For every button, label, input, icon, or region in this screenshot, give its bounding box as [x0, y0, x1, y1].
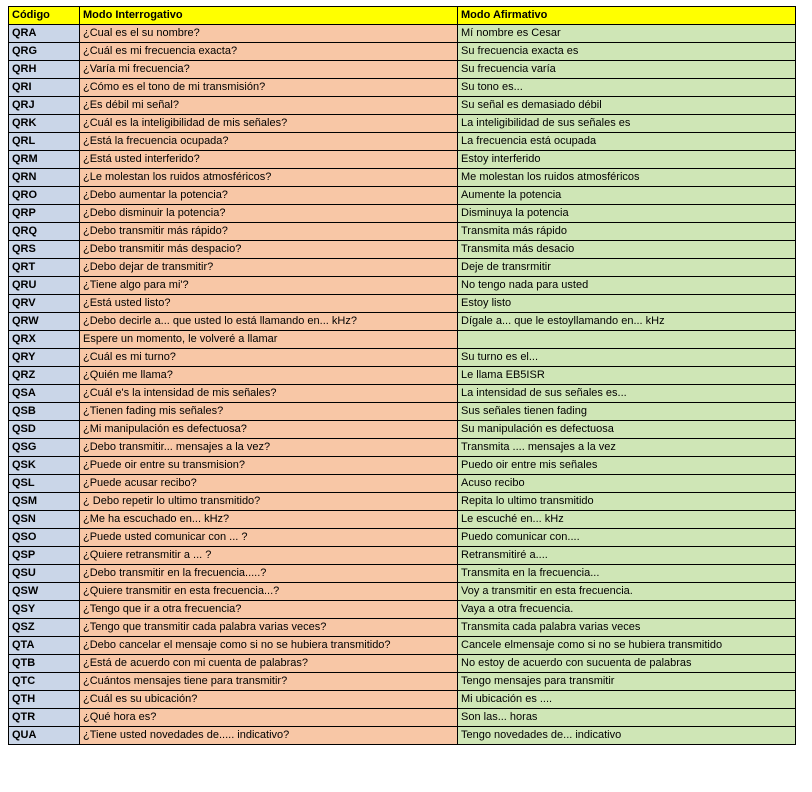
table-row: [9, 151, 796, 169]
affirmative-cell: Mí nombre es Cesar: [458, 25, 796, 43]
interrogative-cell: ¿Quiere retransmitir a ... ?: [80, 547, 458, 565]
affirmative-cell: Deje de transrmitir: [458, 259, 796, 277]
table-row: [9, 655, 796, 673]
table-row: [9, 241, 796, 259]
code-cell: QSB: [9, 403, 80, 421]
table-row: [9, 43, 796, 61]
interrogative-cell: ¿Debo decirle a... que usted lo está llamando en... kHz?: [80, 313, 458, 331]
interrogative-cell: ¿Puede oir entre su transmision?: [80, 457, 458, 475]
interrogative-cell: ¿Puede usted comunicar con ... ?: [80, 529, 458, 547]
table-row: [9, 313, 796, 331]
interrogative-cell: ¿Le molestan los ruidos atmosféricos?: [80, 169, 458, 187]
code-cell: QUA: [9, 727, 80, 745]
table-row: [9, 205, 796, 223]
code-cell: QRX: [9, 331, 80, 349]
affirmative-cell: La inteligibilidad de sus señales es: [458, 115, 796, 133]
table-row: [9, 277, 796, 295]
affirmative-cell: Transmita más desacio: [458, 241, 796, 259]
code-cell: QSN: [9, 511, 80, 529]
code-cell: QTB: [9, 655, 80, 673]
affirmative-cell: Le escuché en... kHz: [458, 511, 796, 529]
code-cell: QSD: [9, 421, 80, 439]
affirmative-cell: Me molestan los ruidos atmosféricos: [458, 169, 796, 187]
interrogative-cell: ¿Cuántos mensajes tiene para transmitir?: [80, 673, 458, 691]
affirmative-cell: Transmita .... mensajes a la vez: [458, 439, 796, 457]
code-cell: QRG: [9, 43, 80, 61]
code-cell: QRO: [9, 187, 80, 205]
interrogative-cell: ¿Cuál e's la intensidad de mis señales?: [80, 385, 458, 403]
table-row: [9, 511, 796, 529]
affirmative-cell: Acuso recibo: [458, 475, 796, 493]
code-cell: QTR: [9, 709, 80, 727]
interrogative-cell: ¿Tengo que transmitir cada palabra varias veces?: [80, 619, 458, 637]
code-cell: QRY: [9, 349, 80, 367]
affirmative-cell: La frecuencia está ocupada: [458, 133, 796, 151]
interrogative-cell: ¿Quiere transmitir en esta frecuencia...?: [80, 583, 458, 601]
interrogative-cell: ¿Tiene usted novedades de..... indicativo?: [80, 727, 458, 745]
interrogative-cell: ¿Está usted interferido?: [80, 151, 458, 169]
interrogative-cell: ¿Me ha escuchado en... kHz?: [80, 511, 458, 529]
table-row: [9, 295, 796, 313]
table-row: [9, 709, 796, 727]
interrogative-cell: ¿Debo aumentar la potencia?: [80, 187, 458, 205]
header-affirmative: Modo Afirmativo: [458, 7, 796, 25]
table-row: [9, 115, 796, 133]
table-row: [9, 97, 796, 115]
interrogative-cell: ¿Debo transmitir más rápido?: [80, 223, 458, 241]
interrogative-cell: ¿Quién me llama?: [80, 367, 458, 385]
affirmative-cell: Aumente la potencia: [458, 187, 796, 205]
affirmative-cell: Estoy interferido: [458, 151, 796, 169]
table-body: [9, 25, 796, 745]
affirmative-cell: Cancele elmensaje como si no se hubiera transmitido: [458, 637, 796, 655]
code-cell: QRZ: [9, 367, 80, 385]
affirmative-cell: Disminuya la potencia: [458, 205, 796, 223]
affirmative-cell: No estoy de acuerdo con sucuenta de palabras: [458, 655, 796, 673]
interrogative-cell: ¿Cuál es mi turno?: [80, 349, 458, 367]
code-cell: QRL: [9, 133, 80, 151]
interrogative-cell: ¿Qué hora es?: [80, 709, 458, 727]
interrogative-cell: ¿ Debo repetir lo ultimo transmitido?: [80, 493, 458, 511]
affirmative-cell: Dígale a... que le estoyllamando en... kHz: [458, 313, 796, 331]
table-row: [9, 421, 796, 439]
table-row: [9, 349, 796, 367]
interrogative-cell: ¿Cuál es mi frecuencia exacta?: [80, 43, 458, 61]
affirmative-cell: Voy a transmitir en esta frecuencia.: [458, 583, 796, 601]
table-row: [9, 367, 796, 385]
q-code-table: [8, 6, 796, 745]
table-row: [9, 637, 796, 655]
interrogative-cell: ¿Debo transmitir... mensajes a la vez?: [80, 439, 458, 457]
interrogative-cell: ¿Tiene algo para mi'?: [80, 277, 458, 295]
code-cell: QSM: [9, 493, 80, 511]
interrogative-cell: ¿Está usted listo?: [80, 295, 458, 313]
code-cell: QSZ: [9, 619, 80, 637]
code-cell: QRQ: [9, 223, 80, 241]
header-row: [9, 7, 796, 25]
table-row: [9, 169, 796, 187]
affirmative-cell: [458, 331, 796, 349]
affirmative-cell: Su turno es el...: [458, 349, 796, 367]
code-cell: QSA: [9, 385, 80, 403]
table-row: [9, 439, 796, 457]
affirmative-cell: Tengo novedades de... indicativo: [458, 727, 796, 745]
table-row: [9, 457, 796, 475]
table-row: [9, 79, 796, 97]
code-cell: QRK: [9, 115, 80, 133]
interrogative-cell: ¿Debo transmitir en la frecuencia.....?: [80, 565, 458, 583]
code-cell: QSW: [9, 583, 80, 601]
affirmative-cell: Transmita en la frecuencia...: [458, 565, 796, 583]
affirmative-cell: Son las... horas: [458, 709, 796, 727]
header-interrogative: Modo Interrogativo: [80, 7, 458, 25]
interrogative-cell: Espere un momento, le volveré a llamar: [80, 331, 458, 349]
interrogative-cell: ¿Tengo que ir a otra frecuencia?: [80, 601, 458, 619]
table-row: [9, 691, 796, 709]
table-row: [9, 529, 796, 547]
code-cell: QRA: [9, 25, 80, 43]
code-cell: QRP: [9, 205, 80, 223]
table-row: [9, 61, 796, 79]
table-row: [9, 223, 796, 241]
affirmative-cell: Le llama EB5ISR: [458, 367, 796, 385]
affirmative-cell: Su tono es...: [458, 79, 796, 97]
table-row: [9, 619, 796, 637]
code-cell: QTA: [9, 637, 80, 655]
affirmative-cell: Repita lo ultimo transmitido: [458, 493, 796, 511]
code-cell: QSP: [9, 547, 80, 565]
code-cell: QRS: [9, 241, 80, 259]
interrogative-cell: ¿Está la frecuencia ocupada?: [80, 133, 458, 151]
table-row: [9, 187, 796, 205]
table-row: [9, 583, 796, 601]
interrogative-cell: ¿Está de acuerdo con mi cuenta de palabras?: [80, 655, 458, 673]
table-row: [9, 25, 796, 43]
affirmative-cell: Transmita cada palabra varias veces: [458, 619, 796, 637]
affirmative-cell: Mi ubicación es ....: [458, 691, 796, 709]
table-row: [9, 547, 796, 565]
code-cell: QTC: [9, 673, 80, 691]
code-cell: QRV: [9, 295, 80, 313]
affirmative-cell: Tengo mensajes para transmitir: [458, 673, 796, 691]
table-row: [9, 493, 796, 511]
code-cell: QSG: [9, 439, 80, 457]
table-row: [9, 331, 796, 349]
code-cell: QRT: [9, 259, 80, 277]
code-cell: QSO: [9, 529, 80, 547]
interrogative-cell: ¿Debo transmitir más despacio?: [80, 241, 458, 259]
code-cell: QSL: [9, 475, 80, 493]
table-row: [9, 673, 796, 691]
interrogative-cell: ¿Cómo es el tono de mi transmisión?: [80, 79, 458, 97]
interrogative-cell: ¿Debo cancelar el mensaje como si no se hubiera transmitido?: [80, 637, 458, 655]
table-row: [9, 601, 796, 619]
table-row: [9, 727, 796, 745]
affirmative-cell: Puedo oir entre mis señales: [458, 457, 796, 475]
affirmative-cell: La intensidad de sus señales es...: [458, 385, 796, 403]
interrogative-cell: ¿Varía mi frecuencia?: [80, 61, 458, 79]
affirmative-cell: Transmita más rápido: [458, 223, 796, 241]
interrogative-cell: ¿Tienen fading mis señales?: [80, 403, 458, 421]
code-cell: QRH: [9, 61, 80, 79]
interrogative-cell: ¿Mi manipulación es defectuosa?: [80, 421, 458, 439]
code-cell: QRJ: [9, 97, 80, 115]
affirmative-cell: Sus señales tienen fading: [458, 403, 796, 421]
interrogative-cell: ¿Cuál es la inteligibilidad de mis señales?: [80, 115, 458, 133]
interrogative-cell: ¿Puede acusar recibo?: [80, 475, 458, 493]
affirmative-cell: Su frecuencia exacta es: [458, 43, 796, 61]
affirmative-cell: Su manipulación es defectuosa: [458, 421, 796, 439]
code-cell: QRM: [9, 151, 80, 169]
table-row: [9, 565, 796, 583]
code-cell: QRW: [9, 313, 80, 331]
header-code: Código: [9, 7, 80, 25]
code-cell: QSK: [9, 457, 80, 475]
code-cell: QSU: [9, 565, 80, 583]
code-cell: QTH: [9, 691, 80, 709]
affirmative-cell: Puedo comunicar con....: [458, 529, 796, 547]
interrogative-cell: ¿Debo dejar de transmitir?: [80, 259, 458, 277]
code-cell: QRI: [9, 79, 80, 97]
affirmative-cell: Estoy listo: [458, 295, 796, 313]
affirmative-cell: Retransmitiré a....: [458, 547, 796, 565]
table-row: [9, 259, 796, 277]
code-cell: QSY: [9, 601, 80, 619]
interrogative-cell: ¿Debo disminuir la potencia?: [80, 205, 458, 223]
affirmative-cell: No tengo nada para usted: [458, 277, 796, 295]
table-row: [9, 133, 796, 151]
affirmative-cell: Vaya a otra frecuencia.: [458, 601, 796, 619]
code-cell: QRN: [9, 169, 80, 187]
table-row: [9, 403, 796, 421]
interrogative-cell: ¿Es débil mi señal?: [80, 97, 458, 115]
affirmative-cell: Su frecuencia varía: [458, 61, 796, 79]
table-row: [9, 385, 796, 403]
table-row: [9, 475, 796, 493]
interrogative-cell: ¿Cual es el su nombre?: [80, 25, 458, 43]
code-cell: QRU: [9, 277, 80, 295]
interrogative-cell: ¿Cuál es su ubicación?: [80, 691, 458, 709]
affirmative-cell: Su señal es demasiado débil: [458, 97, 796, 115]
